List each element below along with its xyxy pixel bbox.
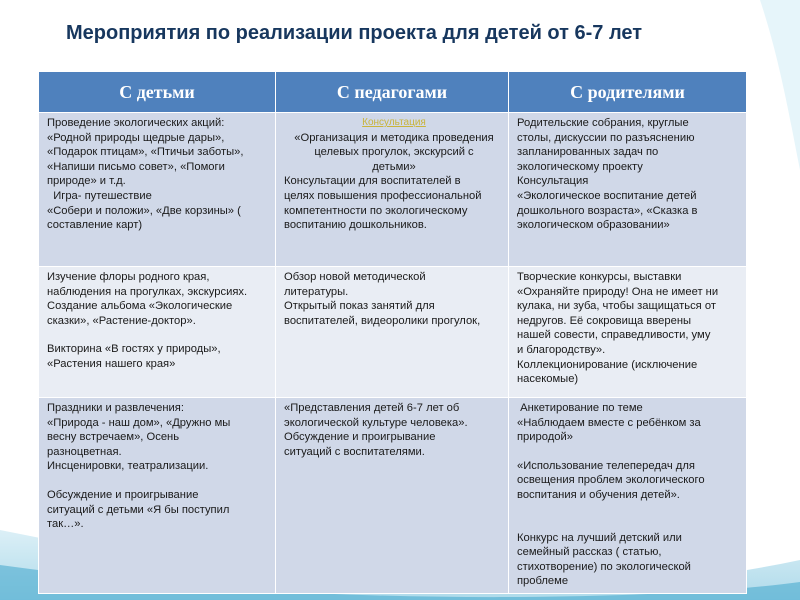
cell-line: Творческие конкурсы, выставки [517,271,682,283]
cell-line: Обсуждение и проигрывание [284,431,436,444]
cell-line: «Собери и положи», «Две корзины» ( [47,204,241,217]
cell-line: проблеме [517,575,569,588]
cell-line: воспитанию дошкольников. [284,219,427,232]
cell-line: экологической культуре человека». [284,416,468,429]
cell-line: Коллекционирование (исключение [517,358,698,371]
cell-line: целевых прогулок, экскурсий с [314,146,474,159]
cell-line: освещения проблем экологического [517,474,705,487]
cell-line: Конкурс на лучший детский или [517,531,682,544]
cell-line: «Экологическое воспитание детей [517,189,697,202]
table-row [39,398,747,594]
table-row [39,267,747,398]
header-teachers: С педагогами [276,72,509,113]
cell-line: весну встречаем», Осень [47,431,180,444]
cell-line: целях повышения профессиональной [284,189,482,202]
slide-title: Мероприятия по реализации проекта для детей от 6-7 лет [66,22,643,44]
table-header-row [39,72,747,113]
cell-line: «Напиши письмо совет», «Помоги [47,160,225,173]
cell-line: кулака, ни зуба, чтобы защищаться от [517,300,716,313]
cell-line: Инсценировки, театрализации. [47,460,209,473]
cell-line: «Растения нашего края» [47,357,176,370]
cell-line: недругов. Её сокровища вверены [517,314,692,327]
cell-line: Родительские собрания, круглые [517,117,689,129]
cell-line: нашей совести, справедливости, уму [517,329,711,342]
cell-line: ситуаций с воспитателями. [284,445,425,458]
cell-line: Игра- путешествие [47,189,152,202]
cell-line: столы, дискуссии по разъяснению [517,131,695,144]
cell-teachers-1 [276,113,509,267]
cell-line: разноцветная. [47,445,122,458]
cell-parents-1 [509,113,747,267]
cell-line: Обсуждение и проигрывание [47,488,199,501]
cell-line: сказки», «Растение-доктор». [47,314,196,327]
header-parents: С родителями [509,72,747,113]
cell-line: Консультации для воспитателей в [284,175,461,188]
cell-line: составление карт) [47,219,143,232]
cell-line: воспитателей, видеоролики прогулок, [284,314,481,327]
cell-line: экологическом образовании» [517,219,670,232]
cell-line: экологическому проекту [517,160,643,173]
cell-line: «Природа - наш дом», «Дружно мы [47,416,231,429]
cell-line: запланированных задач по [517,146,659,159]
cell-line: природе» и т.д. [47,175,126,188]
cell-line: «Использование телепередач для [517,459,695,472]
cell-line: Консультация [517,175,589,188]
cell-line: так…». [47,518,84,531]
cell-line: «Подарок птицам», «Птичьи заботы», [47,146,244,159]
cell-line: Открытый показ занятий для [284,300,435,313]
cell-line: Викторина «В гостях у природы», [47,343,221,356]
activities-table [38,71,747,594]
cell-line: Проведение экологических акций: [47,117,225,129]
cell-line: детьми» [372,160,416,173]
cell-parents-3 [509,398,747,594]
header-children: С детьми [39,72,276,113]
table-row [39,113,747,267]
cell-line: «Организация и методика проведения [294,131,494,144]
cell-line: природой» [517,431,573,444]
cell-line: дошкольного возраста», «Сказка в [517,204,698,217]
cell-line: ситуаций с детьми «Я бы поступил [47,503,230,516]
cell-line: Создание альбома «Экологические [47,300,233,313]
cell-line: насекомые) [517,373,579,386]
cell-line: семейный рассказ ( статью, [517,546,662,559]
cell-children-1 [39,113,276,267]
cell-line: стихотворение) по экологической [517,560,691,573]
cell-teachers-3 [276,398,509,594]
cell-line: компетентности по экологическому [284,204,468,217]
cell-line: наблюдения на прогулках, экскурсиях. [47,285,248,298]
cell-line: воспитания и обучения детей». [517,488,680,501]
cell-children-2 [39,267,276,398]
cell-line: Анкетирование по теме [517,402,643,414]
cell-parents-2 [509,267,747,398]
consultation-heading: Консультация [362,117,426,128]
cell-line: Обзор новой методической [284,271,426,283]
cell-line: и благородству». [517,343,606,356]
cell-line: «Родной природы щедрые дары», [47,131,225,144]
cell-line: Изучение флоры родного края, [47,271,210,283]
cell-line: «Представления детей 6-7 лет об [284,402,460,414]
cell-children-3 [39,398,276,594]
cell-line: Праздники и развлечения: [47,402,184,414]
cell-line: «Охраняйте природу! Она не имеет ни [517,285,719,298]
cell-teachers-2 [276,267,509,398]
cell-line: литературы. [284,285,349,298]
cell-line: «Наблюдаем вместе с ребёнком за [517,416,701,429]
